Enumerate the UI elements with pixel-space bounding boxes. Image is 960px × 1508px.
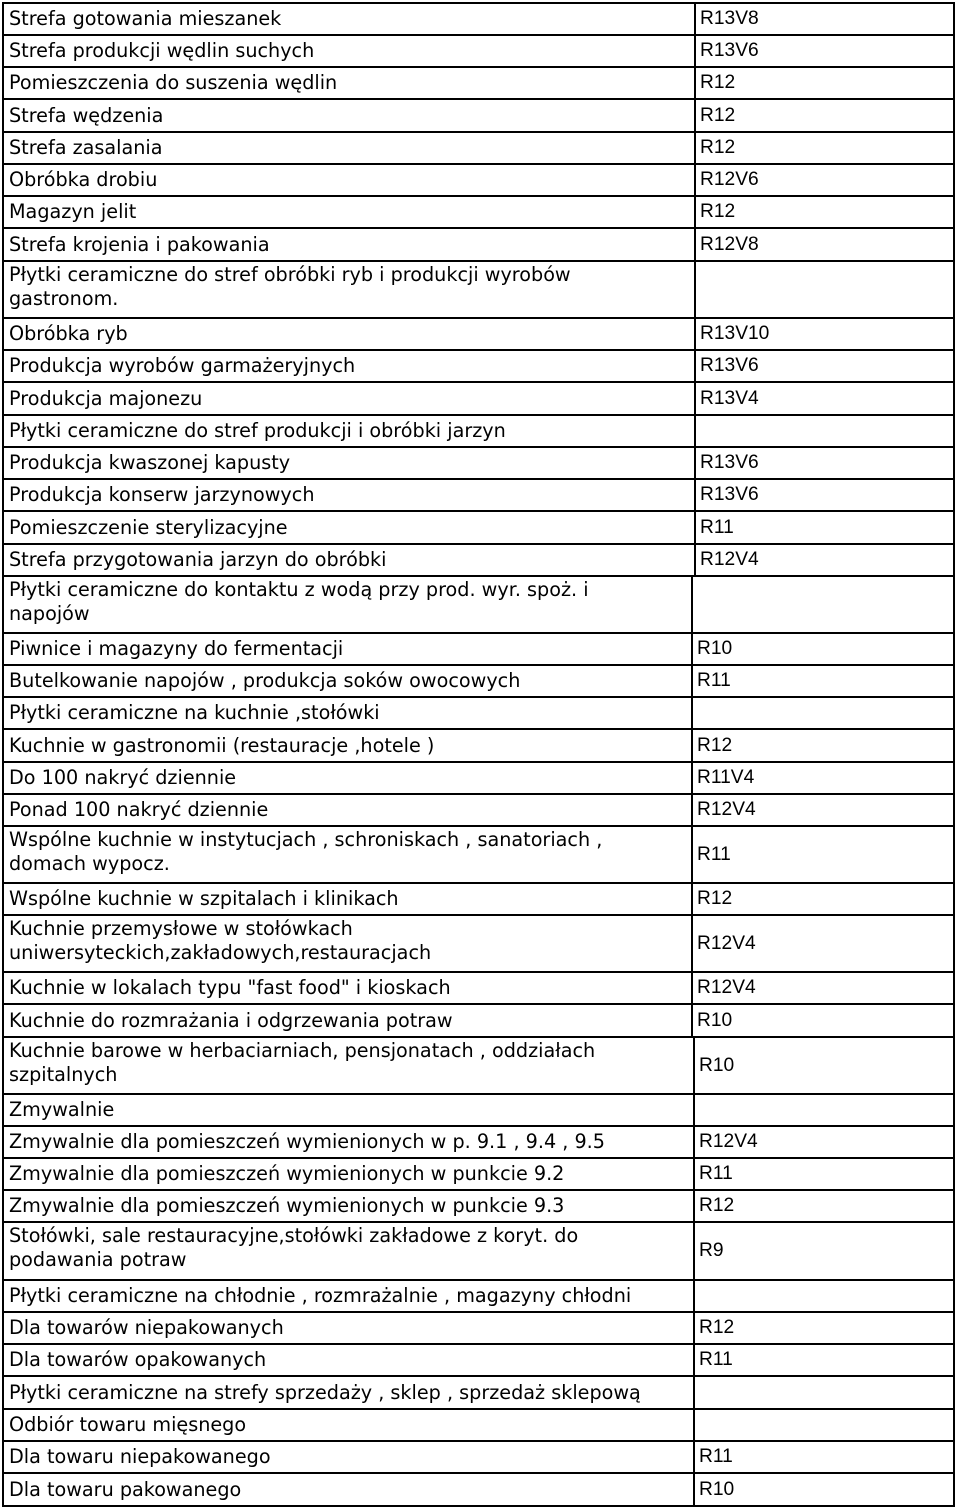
- room-label-text: Płytki ceramiczne do stref obróbki ryb i produkcji wyrobów gastronom.: [9, 263, 571, 310]
- room-label: Zmywalnie dla pomieszczeń wymienionych w punkcie 9.3: [2, 1191, 693, 1221]
- slip-class-code: R11: [694, 512, 955, 543]
- room-label: Strefa produkcji wędlin suchych: [2, 36, 694, 66]
- room-label: [2, 1038, 693, 1093]
- table-row: [2, 1408, 955, 1440]
- table-row: [2, 1375, 955, 1408]
- slip-class-code: R13V6: [694, 448, 955, 478]
- table-row: [2, 696, 955, 728]
- room-label: Zmywalnie dla pomieszczeń wymienionych w punkcie 9.2: [2, 1159, 693, 1189]
- room-label: Strefa gotowania mieszanek: [2, 4, 694, 34]
- room-label: Dla towaru pakowanego: [2, 1474, 693, 1505]
- room-label: Produkcja majonezu: [2, 383, 694, 414]
- slip-class-code: R11: [691, 827, 955, 882]
- table-row: [2, 1440, 955, 1472]
- room-label-text: Stołówki, sale restauracyjne,stołówki zakładowe z koryt. do podawania potraw: [9, 1224, 579, 1271]
- slip-class-code: [691, 698, 955, 728]
- table-row: [2, 1036, 955, 1093]
- slip-class-code: R12V4: [691, 973, 955, 1003]
- slip-class-code: R10: [691, 634, 955, 664]
- slip-class-code: R12: [694, 197, 955, 227]
- table-row: [2, 1472, 955, 1507]
- room-label: Dla towarów opakowanych: [2, 1345, 693, 1375]
- room-label: Magazyn jelit: [2, 197, 694, 227]
- slip-class-code: R12: [691, 730, 955, 761]
- table-row: [2, 664, 955, 696]
- slip-class-code: R9: [693, 1223, 955, 1279]
- slip-class-code: R10: [691, 1005, 955, 1036]
- slip-class-code: R11V4: [691, 763, 955, 793]
- slip-class-code: R12: [694, 68, 955, 98]
- room-label: Zmywalnie dla pomieszczeń wymienionych w p. 9.1 , 9.4 , 9.5: [2, 1127, 693, 1157]
- table-row: [2, 349, 955, 381]
- table-row: [2, 1003, 955, 1036]
- room-label: Produkcja konserw jarzynowych: [2, 480, 694, 510]
- table-row: [2, 543, 955, 575]
- slip-class-code: R13V4: [694, 383, 955, 414]
- table-row: [2, 510, 955, 543]
- room-label: Strefa przygotowania jarzyn do obróbki: [2, 545, 694, 575]
- slip-class-code: R10: [693, 1474, 955, 1505]
- slip-class-code: R10: [693, 1038, 955, 1093]
- table-row: [2, 478, 955, 510]
- room-label: [2, 1223, 693, 1279]
- room-label: Strefa zasalania: [2, 133, 694, 163]
- slip-class-code: R12: [694, 100, 955, 131]
- slip-class-code: R12: [694, 133, 955, 163]
- slip-class-code: R11: [693, 1345, 955, 1375]
- room-label: [2, 916, 691, 971]
- slip-class-code: [693, 1410, 955, 1440]
- slip-class-code: R12: [693, 1191, 955, 1221]
- room-label-text: Wspólne kuchnie w instytucjach , schroniskach , sanatoriach , domach wypocz.: [9, 828, 603, 875]
- table-row: [2, 1279, 955, 1311]
- room-label: Płytki ceramiczne na kuchnie ,stołówki: [2, 698, 691, 728]
- slip-class-code: [693, 1281, 955, 1311]
- slip-class-code: R12V4: [693, 1127, 955, 1157]
- table-row: [2, 195, 955, 227]
- table-row: [2, 2, 955, 34]
- room-label: Ponad 100 nakryć dziennie: [2, 795, 691, 825]
- room-label: Pomieszczenie sterylizacyjne: [2, 512, 694, 543]
- slip-class-code: [694, 416, 955, 446]
- room-label: Produkcja wyrobów garmażeryjnych: [2, 351, 694, 381]
- table-row: [2, 1221, 955, 1279]
- room-label: Butelkowanie napojów , produkcja soków owocowych: [2, 666, 691, 696]
- slip-class-code: R12: [693, 1313, 955, 1343]
- slip-class-code: [693, 1095, 955, 1125]
- room-label: Odbiór towaru mięsnego: [2, 1410, 693, 1440]
- slip-class-code: R13V8: [694, 4, 955, 34]
- table-row: [2, 728, 955, 761]
- slip-class-code: R12V4: [691, 916, 955, 971]
- slip-class-code: [691, 577, 955, 632]
- table-row: [2, 446, 955, 478]
- table-row: [2, 227, 955, 260]
- table-row: [2, 66, 955, 98]
- room-label: Produkcja kwaszonej kapusty: [2, 448, 694, 478]
- room-label: Pomieszczenia do suszenia wędlin: [2, 68, 694, 98]
- table-row: [2, 914, 955, 971]
- room-label: Piwnice i magazyny do fermentacji: [2, 634, 691, 664]
- slip-class-code: R12V4: [691, 795, 955, 825]
- slip-class-code: R13V10: [694, 319, 955, 349]
- slip-class-code: R13V6: [694, 36, 955, 66]
- room-label: Kuchnie do rozmrażania i odgrzewania potraw: [2, 1005, 691, 1036]
- slip-class-code: R11: [693, 1442, 955, 1472]
- slip-class-code: R12V4: [694, 545, 955, 575]
- room-label: Wspólne kuchnie w szpitalach i klinikach: [2, 884, 691, 914]
- table-row: [2, 381, 955, 414]
- table-row: [2, 1157, 955, 1189]
- room-label: Obróbka ryb: [2, 319, 694, 349]
- table-row: [2, 317, 955, 349]
- table-row: [2, 1311, 955, 1343]
- table-row: [2, 131, 955, 163]
- table-row: [2, 1125, 955, 1157]
- slip-class-code: R12V8: [694, 229, 955, 260]
- room-label: Do 100 nakryć dziennie: [2, 763, 691, 793]
- room-label: Płytki ceramiczne do stref produkcji i obróbki jarzyn: [2, 416, 694, 446]
- table-row: [2, 163, 955, 195]
- table-row: [2, 575, 955, 632]
- room-label: Kuchnie w gastronomii (restauracje ,hotele ): [2, 730, 691, 761]
- room-label: Strefa wędzenia: [2, 100, 694, 131]
- room-label: Zmywalnie: [2, 1095, 693, 1125]
- slip-class-code: R11: [693, 1159, 955, 1189]
- table-row: [2, 98, 955, 131]
- slip-class-code: [693, 1377, 955, 1408]
- table-row: [2, 971, 955, 1003]
- room-label: Dla towarów niepakowanych: [2, 1313, 693, 1343]
- room-label: Płytki ceramiczne na strefy sprzedaży , sklep , sprzedaż sklepową: [2, 1377, 693, 1408]
- room-label-text: Płytki ceramiczne do kontaktu z wodą przy prod. wyr. spoż. i napojów: [9, 578, 589, 625]
- table-row: [2, 414, 955, 446]
- table-row: [2, 1343, 955, 1375]
- table-row: [2, 882, 955, 914]
- room-label: Kuchnie w lokalach typu "fast food" i kioskach: [2, 973, 691, 1003]
- table-row: [2, 761, 955, 793]
- room-label: [2, 262, 694, 317]
- room-label-text: Kuchnie przemysłowe w stołówkach uniwersyteckich,zakładowych,restauracjach: [9, 917, 432, 964]
- slip-class-code: R13V6: [694, 351, 955, 381]
- slip-class-code: R12: [691, 884, 955, 914]
- room-label-text: Kuchnie barowe w herbaciarniach, pensjonatach , oddziałach szpitalnych: [9, 1039, 596, 1086]
- room-label: Strefa krojenia i pakowania: [2, 229, 694, 260]
- table-row: [2, 1093, 955, 1125]
- table-row: [2, 260, 955, 317]
- room-label: [2, 827, 691, 882]
- table-row: [2, 825, 955, 882]
- table-row: [2, 1189, 955, 1221]
- room-label: Dla towaru niepakowanego: [2, 1442, 693, 1472]
- room-label: Płytki ceramiczne na chłodnie , rozmrażalnie , magazyny chłodni: [2, 1281, 693, 1311]
- slip-class-code: [694, 262, 955, 317]
- table-row: [2, 34, 955, 66]
- slip-class-code: R12V6: [694, 165, 955, 195]
- slip-class-code: R13V6: [694, 480, 955, 510]
- table-row: [2, 632, 955, 664]
- slip-class-code: R11: [691, 666, 955, 696]
- room-label: Obróbka drobiu: [2, 165, 694, 195]
- room-label: [2, 577, 691, 632]
- table-row: [2, 793, 955, 825]
